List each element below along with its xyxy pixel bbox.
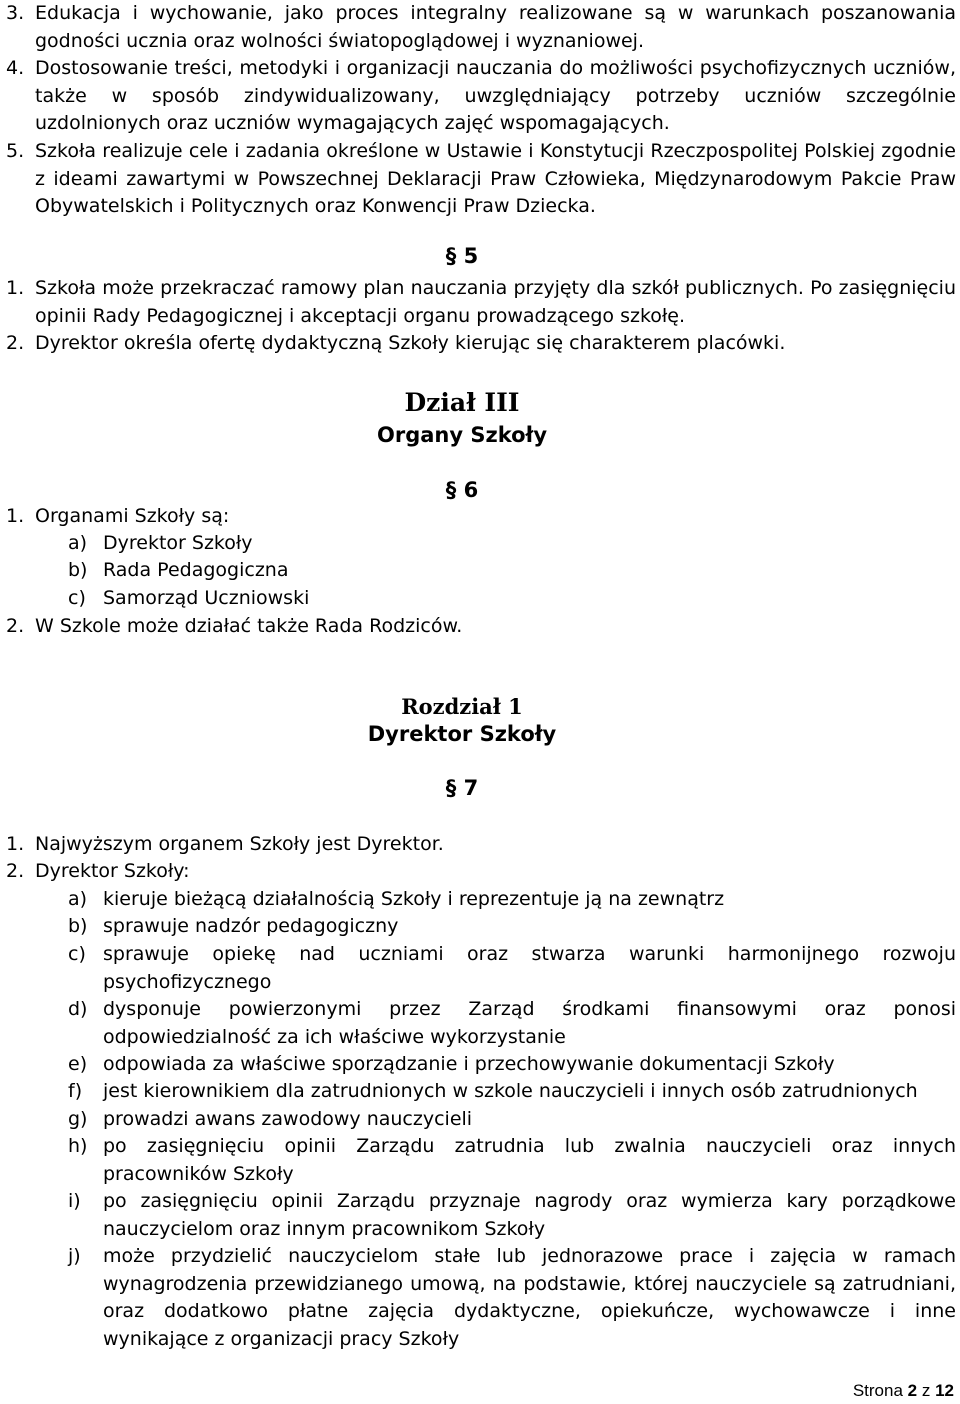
item-text: Szkoła realizuje cele i zadania określone w Ustawie i Konstytucji Rzeczpospolitej Polskiej zgodnie z ideami zawartymi w Powszechnej Deklaracji Praw Człowieka, Międzynarodowym Pakcie Praw Obywatelskich i Politycznych oraz Konwencji Praw Dziecka.: [35, 140, 956, 217]
list-item: [6, 503, 956, 531]
item-number: 2.: [6, 332, 25, 354]
list-item: [6, 0, 956, 55]
sub-item-text: jest kierownikiem dla zatrudnionych w szkole nauczycieli i innych osób zatrudnionych: [103, 1080, 918, 1102]
footer-page-total: 12: [935, 1381, 954, 1400]
sub-item-text: dysponuje powierzonymi przez Zarząd środkami finansowymi oraz ponosi odpowiedzialność za ich właściwe wykorzystanie: [103, 998, 956, 1048]
sub-item-text: kieruje bieżącą działalnością Szkoły i reprezentuje ją na zewnątrz: [103, 888, 725, 910]
sub-item-letter: j): [68, 1245, 81, 1267]
sub-item: [68, 1188, 956, 1243]
item-number: 1.: [6, 505, 25, 527]
page-footer: [853, 1381, 954, 1401]
sub-item: [68, 913, 956, 941]
sub-item-text: sprawuje nadzór pedagogiczny: [103, 915, 399, 937]
sub-item-text: po zasięgnięciu opinii Zarządu zatrudnia lub zwalnia nauczycieli oraz innych pracowników Szkoły: [103, 1135, 956, 1185]
section-heading-7: [0, 776, 924, 800]
sub-item: [68, 585, 956, 613]
list-item: [6, 330, 956, 358]
item-number: 3.: [6, 2, 25, 24]
section-sign: §: [445, 244, 457, 268]
section-number: 7: [463, 776, 479, 800]
sub-item-letter: a): [68, 532, 88, 554]
item-text: Dostosowanie treści, metodyki i organizacji nauczania do możliwości psychofizycznych uczniów, także w sposób zindywidualizowany, uwzględniający potrzeby uczniów szczególnie uzdolnionych oraz uczniów wymagających zajęć wspomagających.: [35, 57, 956, 134]
sub-item-text: Dyrektor Szkoły: [103, 532, 253, 554]
sub-item-text: odpowiada za właściwe sporządzanie i przechowywanie dokumentacji Szkoły: [103, 1053, 835, 1075]
sub-item-letter: d): [68, 998, 88, 1020]
sub-item-letter: e): [68, 1053, 88, 1075]
sub-item: [68, 996, 956, 1051]
sub-item-text: Rada Pedagogiczna: [103, 559, 289, 581]
sub-item-letter: b): [68, 559, 88, 581]
sub-item-letter: c): [68, 943, 86, 965]
item-number: 4.: [6, 57, 25, 79]
chapter-subtitle: Dyrektor Szkoły: [367, 722, 557, 746]
sub-item: [68, 941, 956, 996]
item-text: Organami Szkoły są:: [35, 505, 230, 527]
sub-item-letter: h): [68, 1135, 88, 1157]
section-number: 5: [463, 244, 479, 268]
list-item: [6, 613, 956, 641]
item-text: Dyrektor Szkoły:: [35, 860, 190, 882]
sub-item-text: po zasięgnięciu opinii Zarządu przyznaje nagrody oraz wymierza kary porządkowe nauczycielom oraz innym pracownikom Szkoły: [103, 1190, 956, 1240]
item-text: W Szkole może działać także Rada Rodziców.: [35, 615, 463, 637]
item-number: 2.: [6, 615, 25, 637]
sub-item-letter: b): [68, 915, 88, 937]
footer-prefix: Strona: [852, 1381, 903, 1400]
sub-item: [68, 1106, 956, 1134]
sub-item: [68, 886, 956, 914]
sub-item-text: może przydzielić nauczycielom stałe lub jednorazowe prace i zajęcia w ramach wynagrodzenia przewidzianego umową, na podstawie, której nauczyciele są zatrudniani, oraz dodatkowo płatne zajęcia dydaktyczne, opiekuńcze, wychowawcze i inne wynikające z organizacji pracy Szkoły: [103, 1245, 956, 1350]
sub-item: [68, 1078, 956, 1106]
list-item: [6, 275, 956, 330]
sub-item-letter: c): [68, 587, 86, 609]
sub-item-letter: i): [68, 1190, 81, 1212]
item-number: 1.: [6, 277, 25, 299]
division-title: Dział III: [404, 388, 520, 417]
chapter-title: Rozdział 1: [401, 694, 523, 719]
footer-page-number: 2: [907, 1381, 918, 1400]
sub-item-letter: f): [68, 1080, 83, 1102]
list-item: [6, 55, 956, 138]
sub-item-text: sprawuje opiekę nad uczniami oraz stwarza warunki harmonijnego rozwoju psychofizycznego: [103, 943, 956, 993]
section-sign: §: [445, 478, 457, 502]
sub-item-letter: a): [68, 888, 88, 910]
item-number: 2.: [6, 860, 25, 882]
sub-item-letter: g): [68, 1108, 88, 1130]
sub-item: [68, 530, 956, 558]
sub-item: [68, 1243, 956, 1353]
section-sign: §: [445, 776, 457, 800]
sub-item-text: prowadzi awans zawodowy nauczycieli: [103, 1108, 473, 1130]
item-text: Najwyższym organem Szkoły jest Dyrektor.: [35, 833, 444, 855]
item-text: Edukacja i wychowanie, jako proces integralny realizowane są w warunkach poszanowania godności ucznia oraz wolności światopoglądowej i wyznaniowej.: [35, 2, 956, 52]
section-heading-6: [0, 478, 924, 502]
sub-item: [68, 1133, 956, 1188]
list-item: [6, 858, 956, 886]
section-number: 6: [463, 478, 479, 502]
item-text: Szkoła może przekraczać ramowy plan nauczania przyjęty dla szkół publicznych. Po zasięgnięciu opinii Rady Pedagogicznej i akceptacji organu prowadzącego szkołę.: [35, 277, 956, 327]
sub-item: [68, 557, 956, 585]
section-heading-5: [0, 244, 924, 268]
item-text: Dyrektor określa ofertę dydaktyczną Szkoły kierując się charakterem placówki.: [35, 332, 786, 354]
list-item: [6, 138, 956, 221]
footer-separator: z: [921, 1381, 931, 1400]
list-item: [6, 831, 956, 859]
sub-item-text: Samorząd Uczniowski: [103, 587, 310, 609]
item-number: 1.: [6, 833, 25, 855]
division-subtitle: Organy Szkoły: [376, 423, 548, 447]
item-number: 5.: [6, 140, 25, 162]
sub-item: [68, 1051, 956, 1079]
